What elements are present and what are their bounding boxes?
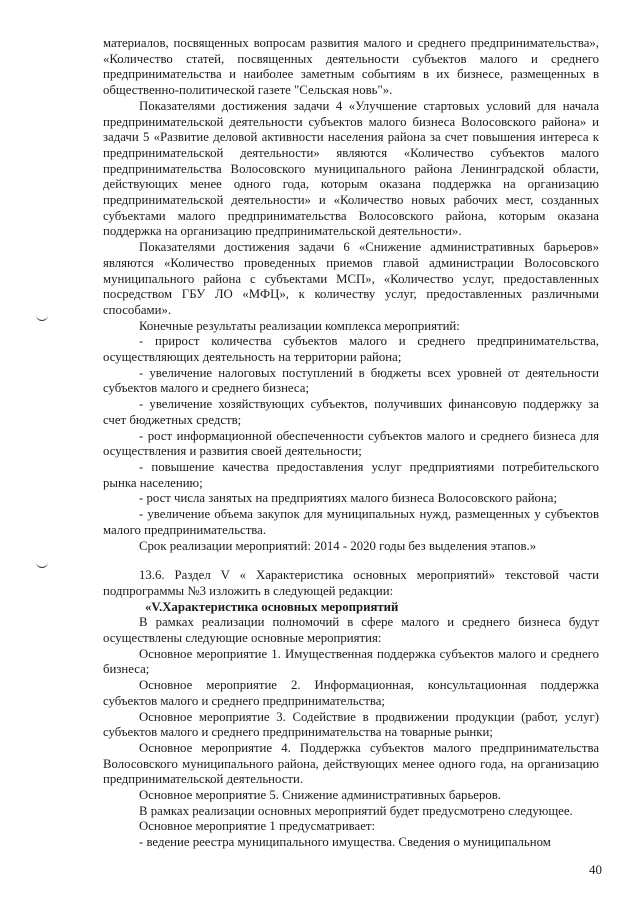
paragraph: Основное мероприятие 5. Снижение административных барьеров. (139, 788, 502, 803)
paragraph: - прирост количества субъектов малого и среднего предпринимательства, осуществляющих деятельность на территории района; (103, 334, 599, 365)
paragraph: - рост числа занятых на предприятиях малого бизнеса Волосовского района; (139, 491, 558, 506)
paragraph: - увеличение хозяйствующих субъектов, получивших финансовую поддержку за счет бюджетных средств; (103, 397, 599, 427)
paragraph: Основное мероприятие 4. Поддержка субъектов малого предпринимательства Волосовского муниципального района, действующих менее одного года, на организацию предпринимательской деятельности. (103, 740, 599, 787)
paragraph: материалов, посвященных вопросам развития малого и среднего предпринимательства», «Количество статей, посвященных деятельности субъектов малого и среднего предпринимательства и наиболее заметным событиям в их бизнесе, размещенных в общественно-политической газете "Сельская новь"». (103, 36, 599, 98)
paragraph: - рост информационной обеспеченности субъектов малого и среднего бизнеса для осуществления и развития своей деятельности; (103, 428, 599, 459)
paragraph: Основное мероприятие 3. Содействие в продвижении продукции (работ, услуг) субъектов малого и среднего предпринимательства на товарные рынки; (103, 709, 599, 740)
paragraph: В рамках реализации полномочий в сфере малого и среднего бизнеса будут осуществлены следующие основные мероприятия: (103, 615, 599, 646)
paragraph: Основное мероприятие 2. Информационная, консультационная поддержка субъектов малого и среднего предпринимательства; (103, 678, 599, 708)
paragraph: Показателями достижения задачи 4 «Улучшение стартовых условий для начала предпринимательской деятельности субъектов малого бизнеса Волосовского района» и задачи 5 «Развитие деловой активности населения района за счет повышения интереса к предпринимательской деятельности» являются «Количество субъектов малого предпринимательства Волосовского муниципального района Ленинградской области, действующих менее одного года, которым оказана поддержка на организацию предпринимательской деятельности» и «Количество новых рабочих мест, созданных субъектами малого предпринимательства Волосовского района, которым оказана поддержка на организацию предпринимательской деятельности». (103, 98, 599, 239)
paragraph: Конечные результаты реализации комплекса мероприятий: (139, 318, 460, 333)
paragraph: - повышение качества предоставления услуг предприятиями потребительского рынка населению; (103, 459, 599, 490)
paragraph: 13.6. Раздел V « Характеристика основных мероприятий» текстовой части подпрограммы №3 изложить в следующей редакции: (103, 568, 599, 598)
paragraph: - увеличение объема закупок для муниципальных нужд, размещенных у субъектов малого предпринимательства. (103, 507, 599, 537)
paragraph: - увеличение налоговых поступлений в бюджеты всех уровней от деятельности субъектов малого и среднего бизнеса; (103, 365, 599, 396)
paragraph: В рамках реализации основных мероприятий будет предусмотрено следующее. (139, 803, 573, 818)
paragraph: - ведение реестра муниципального имущества. Сведения о муниципальном (139, 835, 551, 850)
paragraph: Показателями достижения задачи 6 «Снижение административных барьеров» являются «Количество проведенных приемов главой администрации Волосовского муниципального района с субъектами МСП», «Количество услуг, предоставленных посредством ГБУ ЛО «МФЦ», к количеству услуг, предоставленных различными способами». (103, 240, 599, 317)
paragraph: Основное мероприятие 1 предусматривает: (139, 819, 376, 834)
document-body (103, 36, 599, 851)
binding-mark-top (36, 314, 48, 321)
paragraph: Основное мероприятие 1. Имущественная поддержка субъектов малого и среднего бизнеса; (103, 646, 599, 677)
page-number: 40 (589, 862, 602, 877)
paragraph: Срок реализации мероприятий: 2014 - 2020 годы без выделения этапов.» (139, 538, 537, 553)
binding-mark-bottom (36, 561, 48, 568)
section-heading: «V.Характеристика основных мероприятий (145, 599, 399, 614)
